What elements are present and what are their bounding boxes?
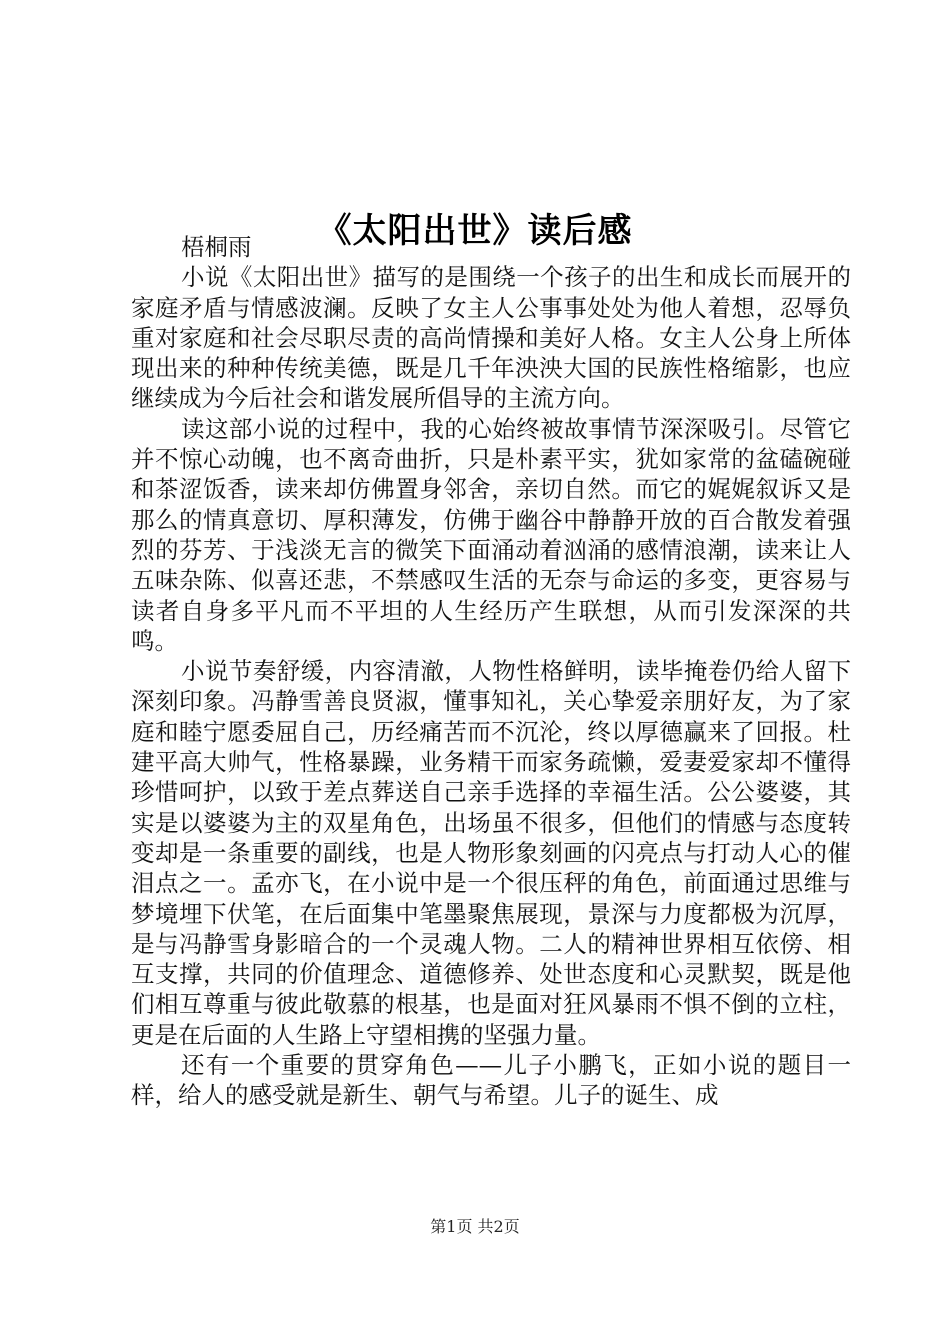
paragraph-2: 读这部小说的过程中，我的心始终被故事情节深深吸引。尽管它并不惊心动魄，也不离奇曲折，只是朴素平实，犹如家常的盆磕碗碰和茶涩饭香，读来却仿佛置身邻舍，亲切自然。而它的娓娓叙诉又是那么的情真意切、厚积薄发，仿佛于幽谷中静静开放的百合散发着强烈的芬芳、于浅淡无言的微笑下面涌动着汹涌的感情浪潮，读来让人五味杂陈、似喜还悲，不禁感叹生活的无奈与命运的多变，更容易与读者自身多平凡而不平坦的人生经历产生联想，从而引发深深的共鸣。 [131,414,851,655]
author-line: 梧桐雨 [181,233,252,261]
document-title: 《太阳出世》读后感 [317,210,633,251]
paragraph-4: 还有一个重要的贯穿角色——儿子小鹏飞，正如小说的题目一样，给人的感受就是新生、朝气与希望。儿子的诞生、成 [131,1051,851,1110]
document-body [131,232,851,1111]
paragraph-3: 小说节奏舒缓，内容清澈，人物性格鲜明，读毕掩卷仍给人留下深刻印象。冯静雪善良贤淑，懂事知礼，关心挚爱亲朋好友，为了家庭和睦宁愿委屈自己，历经痛苦而不沉沦，终以厚德赢来了回报。杜建平高大帅气，性格暴躁，业务精干而家务疏懒，爱妻爱家却不懂得珍惜呵护，以致于差点葬送自己亲手选择的幸福生活。公公婆婆，其实是以婆婆为主的双星角色，出场虽不很多，但他们的情感与态度转变却是一条重要的副线，也是人物形象刻画的闪亮点与打动人心的催泪点之一。孟亦飞，在小说中是一个很压秤的角色，前面通过思维与梦境埋下伏笔，在后面集中笔墨聚焦展现，景深与力度都极为沉厚，是与冯静雪身影暗合的一个灵魂人物。二人的精神世界相互依傍、相互支撑，共同的价值理念、道德修养、处世态度和心灵默契，既是他们相互尊重与彼此敬慕的根基，也是面对狂风暴雨不惧不倒的立柱，更是在后面的人生路上守望相携的坚强力量。 [131,657,851,1049]
page-footer: 第1页 共2页 [430,1217,520,1236]
paragraph-1: 小说《太阳出世》描写的是围绕一个孩子的出生和成长而展开的家庭矛盾与情感波澜。反映了女主人公事事处处为他人着想，忍辱负重对家庭和社会尽职尽责的高尚情操和美好人格。女主人公身上所体现出来的种种传统美德，既是几千年泱泱大国的民族性格缩影，也应继续成为今后社会和谐发展所倡导的主流方向。 [131,263,851,413]
